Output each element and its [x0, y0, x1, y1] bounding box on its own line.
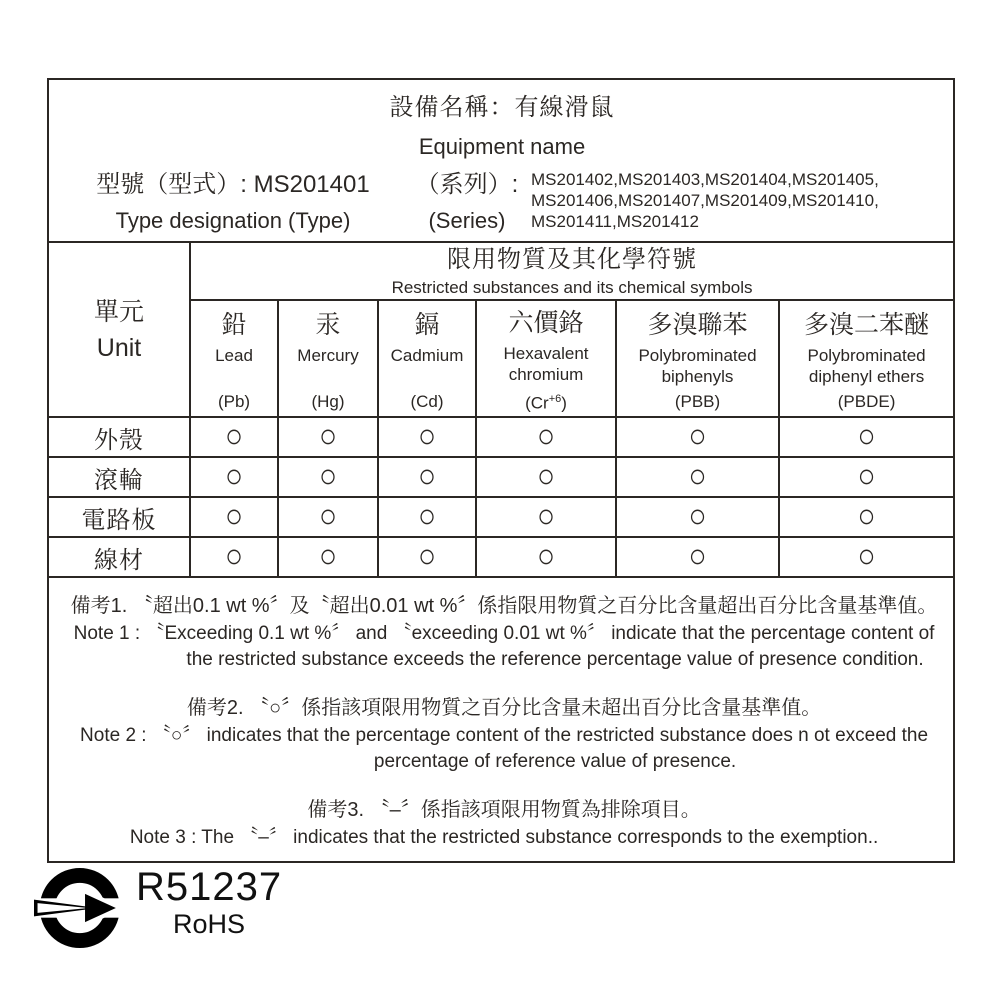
circle-mark: ○ — [536, 457, 556, 495]
table-row-cable — [48, 537, 954, 577]
row-label: 電路板 — [48, 497, 190, 537]
substance-name-zh: 多溴聯苯 — [647, 310, 748, 339]
bsmi-logo-icon — [34, 864, 122, 952]
row-label: 滾輪 — [48, 457, 190, 497]
compliance-cell — [476, 497, 616, 537]
unit-header-cell — [48, 242, 190, 417]
circle-mark: ○ — [318, 417, 338, 455]
circle-mark: ○ — [536, 537, 556, 575]
compliance-cell — [190, 497, 278, 537]
column-header-lead — [190, 300, 278, 417]
note-3-zh: 備考3. 〝–〞係指該項限用物質為排除項目。 — [307, 799, 701, 821]
note-1-en: Note 1 : 〝Exceeding 0.1 wt %〞 and 〝exceeding 0.01 wt %〞 indicate that the percentage content of the restricted substance exceeds the reference percentage value of presence condition. — [73, 623, 935, 670]
rohs-label: RoHS — [173, 909, 246, 939]
substance-name-en: Cadmium — [390, 345, 464, 365]
chemical-symbol: (PBB) — [674, 391, 721, 411]
note-1-zh: 備考1. 〝超出0.1 wt %〞及〝超出0.01 wt %〞係指限用物質之百分比含量超出百分比含量基準值。 — [70, 595, 938, 617]
series-line: MS201402,MS201403,MS201404,MS201405, — [531, 170, 879, 189]
compliance-cell — [476, 537, 616, 577]
column-header-hexavalent-chromium — [476, 300, 616, 417]
substance-name-en: Polybrominated — [638, 345, 757, 365]
compliance-cell — [779, 497, 954, 537]
series-label-en: (Series) — [428, 207, 506, 233]
compliance-cell — [190, 537, 278, 577]
table-row-circuit-board — [48, 497, 954, 537]
chemical-symbol: $(Cr^{+6})$ — [525, 392, 567, 413]
compliance-cell — [616, 537, 779, 577]
circle-mark: ○ — [857, 417, 876, 455]
circle-mark: ○ — [224, 417, 244, 455]
circle-mark: ○ — [688, 457, 707, 495]
certification-number: R51237 — [136, 865, 283, 909]
substance-name-zh: 鎘 — [414, 310, 440, 339]
circle-mark: ○ — [417, 457, 437, 495]
column-header-pbde — [779, 300, 954, 417]
substance-name-en: chromium — [508, 364, 584, 384]
restricted-substances-header-en: Restricted substances and its chemical symbols — [391, 278, 753, 297]
series-model-numbers — [531, 169, 941, 232]
circle-mark: ○ — [224, 497, 244, 535]
chemical-symbol: (Pb) — [217, 391, 251, 411]
compliance-cell — [278, 497, 378, 537]
circle-mark: ○ — [318, 457, 338, 495]
note-3 — [65, 796, 943, 851]
circle-mark: ○ — [857, 457, 876, 495]
table-row-wheel — [48, 457, 954, 497]
column-header-cadmium — [378, 300, 476, 417]
compliance-cell — [779, 537, 954, 577]
compliance-cell — [278, 457, 378, 497]
type-designation-en: Type designation (Type) — [115, 207, 351, 233]
circle-mark: ○ — [318, 497, 338, 535]
equipment-name-en: Equipment name — [418, 133, 586, 159]
series-line: MS201411,MS201412 — [531, 212, 699, 231]
series-label-zh: （系列）: — [415, 170, 519, 198]
note-2-en: Note 2 : 〝○〞 indicates that the percentage content of the restricted substance does n ot exceed the percentage of reference value of presence. — [80, 725, 929, 772]
note-2-zh: 備考2. 〝○〞係指該項限用物質之百分比含量未超出百分比含量基準值。 — [186, 697, 822, 719]
substance-name-zh: 汞 — [315, 310, 341, 339]
circle-mark: ○ — [417, 497, 437, 535]
compliance-cell — [779, 457, 954, 497]
rohs-declaration-table — [47, 78, 955, 863]
equipment-name-zh: 設備名稱：有線滑鼠 — [389, 93, 615, 121]
unit-header-en: Unit — [96, 333, 142, 362]
notes-section — [48, 577, 954, 862]
type-designation-zh: 型號（型式）: MS201401 — [96, 170, 370, 198]
chemical-symbol: (Hg) — [311, 391, 345, 411]
circle-mark: ○ — [224, 537, 244, 575]
compliance-cell — [616, 457, 779, 497]
certification-text — [136, 866, 282, 940]
row-label: 線材 — [48, 537, 190, 577]
note-2 — [65, 694, 943, 775]
equipment-info-section — [48, 79, 954, 242]
compliance-cell — [476, 417, 616, 457]
note-1 — [65, 592, 943, 673]
circle-mark: ○ — [688, 537, 707, 575]
compliance-cell — [278, 417, 378, 457]
circle-mark: ○ — [536, 417, 556, 455]
substance-name-en: Hexavalent — [503, 343, 589, 363]
compliance-cell — [190, 417, 278, 457]
compliance-cell — [616, 497, 779, 537]
compliance-cell — [378, 497, 476, 537]
restricted-substances-header-zh: 限用物質及其化學符號 — [447, 246, 698, 273]
compliance-cell — [616, 417, 779, 457]
unit-header-zh: 單元 — [93, 297, 144, 326]
column-header-mercury — [278, 300, 378, 417]
substance-name-en: diphenyl ethers — [808, 366, 925, 386]
note-3-en: Note 3 : The 〝–〞 indicates that the restricted substance corresponds to the exemption.. — [129, 827, 879, 848]
substance-name-en: biphenyls — [661, 366, 734, 386]
chemical-symbol: (Cd) — [410, 391, 444, 411]
circle-mark: ○ — [688, 417, 707, 455]
circle-mark: ○ — [857, 537, 876, 575]
table-row-case — [48, 417, 954, 457]
circle-mark: ○ — [417, 537, 437, 575]
substance-name-en: Lead — [215, 345, 253, 365]
restricted-substances-header-cell — [190, 242, 954, 300]
chemical-symbol: (PBDE) — [837, 391, 896, 411]
circle-mark: ○ — [318, 537, 338, 575]
substance-name-zh: 鉛 — [221, 310, 247, 339]
compliance-cell — [476, 457, 616, 497]
row-label: 外殼 — [48, 417, 190, 457]
compliance-cell — [378, 457, 476, 497]
circle-mark: ○ — [857, 497, 876, 535]
circle-mark: ○ — [224, 457, 244, 495]
substance-name-zh: 六價鉻 — [508, 308, 584, 337]
compliance-cell — [190, 457, 278, 497]
substance-name-en: Mercury — [297, 345, 359, 365]
certification-block — [34, 864, 282, 952]
column-header-pbb — [616, 300, 779, 417]
compliance-cell — [779, 417, 954, 457]
model-designation-row — [63, 165, 941, 237]
circle-mark: ○ — [417, 417, 437, 455]
substance-name-zh: 多溴二苯醚 — [804, 310, 930, 339]
substance-name-en: Polybrominated — [807, 345, 926, 365]
circle-mark: ○ — [688, 497, 707, 535]
circle-mark: ○ — [536, 497, 556, 535]
compliance-cell — [278, 537, 378, 577]
compliance-cell — [378, 537, 476, 577]
compliance-cell — [378, 417, 476, 457]
series-line: MS201406,MS201407,MS201409,MS201410, — [531, 191, 879, 210]
